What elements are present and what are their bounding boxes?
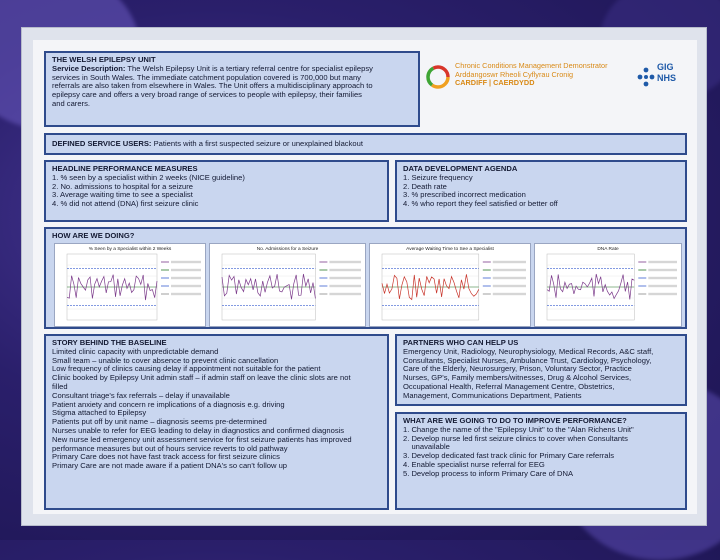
poster-sheet	[33, 40, 697, 514]
improve-title: WHAT ARE WE GOING TO DO TO IMPROVE PERFORMANCE?	[403, 416, 627, 425]
story-line: Low frequency of clinics causing delay if appointment not suitable for the patient	[52, 364, 321, 374]
legend-text-placeholder	[171, 285, 201, 287]
unit-description-box	[44, 51, 420, 127]
chart-admissions-for-seizure	[209, 243, 366, 327]
data-dev-item: 2. Death rate	[403, 181, 447, 191]
story-line: Primary Care are not made aware if a patient DNA's so can't follow up	[52, 461, 288, 471]
improve-line: 4. Enable specialist nurse referral for EEG	[403, 459, 545, 469]
story-line: filled	[52, 381, 68, 391]
improve-box	[395, 412, 687, 510]
data-dev-title: DATA DEVELOPMENT AGENDA	[403, 164, 518, 173]
improve-line: 2. Develop nurse led first seizure clinics to cover when Consultants	[403, 433, 628, 443]
story-line: Small team – unable to cover absence to prevent clinic cancellation	[52, 355, 279, 365]
unit-desc-text: The Welsh Epilepsy Unit is a tertiary referral centre for specialist epilepsy	[127, 63, 373, 73]
story-line: Primary Care does not have fast track access for first seizure clinics	[52, 452, 280, 462]
story-line: Patient anxiety and concern re implications of a diagnosis e.g. driving	[52, 399, 285, 409]
partners-line: Care of the Elderly, Neurosurgery, Prison, Voluntary Sector, Practice	[403, 364, 632, 374]
legend-text-placeholder	[171, 261, 201, 263]
service-users-box	[44, 133, 687, 155]
headline-item: 3. Average waiting time to see a specialist	[52, 190, 193, 200]
story-box	[44, 334, 389, 510]
legend-text-placeholder	[648, 277, 677, 279]
improve-line: 3. Develop dedicated fast track clinic for Primary Care referrals	[403, 451, 615, 461]
chart-title: Average Waiting Time to See a Specialist	[406, 247, 494, 252]
headline-item: 2. No. admissions to hospital for a seizure	[52, 181, 193, 191]
legend-text-placeholder	[648, 285, 677, 287]
headline-title: HEADLINE PERFORMANCE MEASURES	[52, 164, 198, 173]
nhs-logo	[637, 58, 683, 96]
improve-line: 5. Develop process to inform Primary Care of DNA	[403, 468, 574, 478]
legend-text-placeholder	[648, 293, 677, 295]
legend-text-placeholder	[171, 277, 201, 279]
nhs-logo-nhs: NHS	[657, 73, 677, 83]
nhs-logo-gig: GIG	[657, 62, 674, 72]
headline-measures-box	[44, 160, 389, 222]
story-line: Clinic booked by Epilepsy Unit admin staff – if admin staff on leave the clinic slots are not	[52, 373, 351, 383]
mini-chart	[55, 244, 205, 326]
legend-text-placeholder	[648, 261, 677, 263]
legend-text-placeholder	[329, 269, 361, 271]
story-line: Stigma attached to Epilepsy	[52, 408, 147, 418]
logo-line-english: Chronic Conditions Management Demonstrator	[455, 61, 608, 70]
legend-text-placeholder	[329, 293, 361, 295]
story-line: Nurses unable to refer for EEG leading to delay in diagnostics and confirmed diagnosis	[52, 425, 345, 435]
legend-text-placeholder	[171, 269, 201, 271]
mini-chart	[210, 244, 365, 326]
unit-desc-line: and carers.	[52, 98, 90, 108]
logo-city: CARDIFF | CAERDYDD	[455, 78, 535, 87]
chronic-conditions-logo-icon	[425, 64, 451, 90]
legend-text-placeholder	[493, 285, 526, 287]
legend-text-placeholder	[493, 293, 526, 295]
story-title: STORY BEHIND THE BASELINE	[52, 338, 167, 347]
data-dev-item: 4. % who report they feel satisfied or better off	[403, 199, 558, 209]
data-development-box	[395, 160, 687, 222]
unit-title: THE WELSH EPILEPSY UNIT	[52, 55, 156, 64]
partners-line: Management, Communications Department, Patients	[403, 390, 582, 400]
headline-item: 1. % seen by a specialist within 2 weeks (NICE guideline)	[52, 172, 245, 182]
service-description-label: Service Description:	[52, 63, 126, 73]
service-users-line	[52, 140, 679, 149]
how-are-we-doing-box	[44, 227, 687, 329]
story-line: Limited clinic capacity with unpredictable demand	[52, 346, 219, 356]
mini-chart	[370, 244, 530, 326]
chart-title: No. Admissions for a Seizure	[256, 247, 319, 252]
chart-title: DNA Rate	[597, 247, 619, 252]
legend-text-placeholder	[329, 261, 361, 263]
story-line: Patients put off by unit name – diagnosis seems pre-determined	[52, 417, 267, 427]
partners-line: Consultants, Specialist Nurses, Ambulance Trust, Cardiology, Psychology,	[403, 355, 652, 365]
chart-seen-within-2-weeks	[54, 243, 206, 327]
partners-box	[395, 334, 687, 406]
chart-title: % Seen by a Specialist within 2 Weeks	[88, 247, 172, 252]
legend-text-placeholder	[171, 293, 201, 295]
legend-text-placeholder	[329, 285, 361, 287]
story-line: performance measures but out of hours service reverts to old pathway	[52, 443, 288, 453]
partners-line: Nurses, GP's, Family members/witnesses, Drug & Alcohol Services,	[403, 373, 632, 383]
service-users-text: Patients with a first suspected seizure or unexplained blackout	[153, 139, 363, 148]
headline-item: 4. % did not attend (DNA) first seizure clinic	[52, 199, 199, 209]
unit-desc-line: services in South Wales. The immediate catchment population covered is 700,000 but many	[52, 72, 361, 82]
legend-text-placeholder	[493, 261, 526, 263]
improve-line: 1. Change the name of the "Epilepsy Unit" to the "Alan Richens Unit"	[403, 424, 634, 434]
improve-line: unavailable	[403, 442, 450, 452]
unit-desc-line: referrals are also taken from elsewhere in Wales. The Unit offers a multidisciplinary approach to	[52, 81, 373, 91]
partners-line: Occupational Health, Referral Management Centre, Obstetrics,	[403, 381, 615, 391]
partners-line: Emergency Unit, Radiology, Neurophysiology, Medical Records, A&C staff,	[403, 346, 654, 356]
legend-text-placeholder	[329, 277, 361, 279]
poster	[21, 27, 707, 526]
story-line: New nurse led emergency unit assessment service for first seizure patients has improved	[52, 434, 352, 444]
data-dev-item: 3. % prescribed incorrect medication	[403, 190, 526, 200]
data-dev-item: 1. Seizure frequency	[403, 172, 473, 182]
unit-desc-line: epilepsy care and offers a very broad range of services to people with epilepsy, their families	[52, 90, 362, 100]
how-title: HOW ARE WE DOING?	[52, 231, 135, 240]
nhs-dragon-icon	[637, 66, 655, 88]
chart-average-waiting-time	[369, 243, 531, 327]
mini-chart	[535, 244, 681, 326]
story-line: Consultant triage's fax referrals – delay if unavailable	[52, 390, 230, 400]
legend-text-placeholder	[648, 269, 677, 271]
chart-dna-rate	[534, 243, 682, 327]
service-users-label: DEFINED SERVICE USERS:	[52, 139, 152, 148]
partners-title: PARTNERS WHO CAN HELP US	[403, 338, 519, 347]
legend-text-placeholder	[493, 277, 526, 279]
logo-text	[455, 62, 608, 88]
logo-line-welsh: Arddangoswr Rheoli Cyflyrau Cronig	[455, 69, 574, 79]
legend-text-placeholder	[493, 269, 526, 271]
